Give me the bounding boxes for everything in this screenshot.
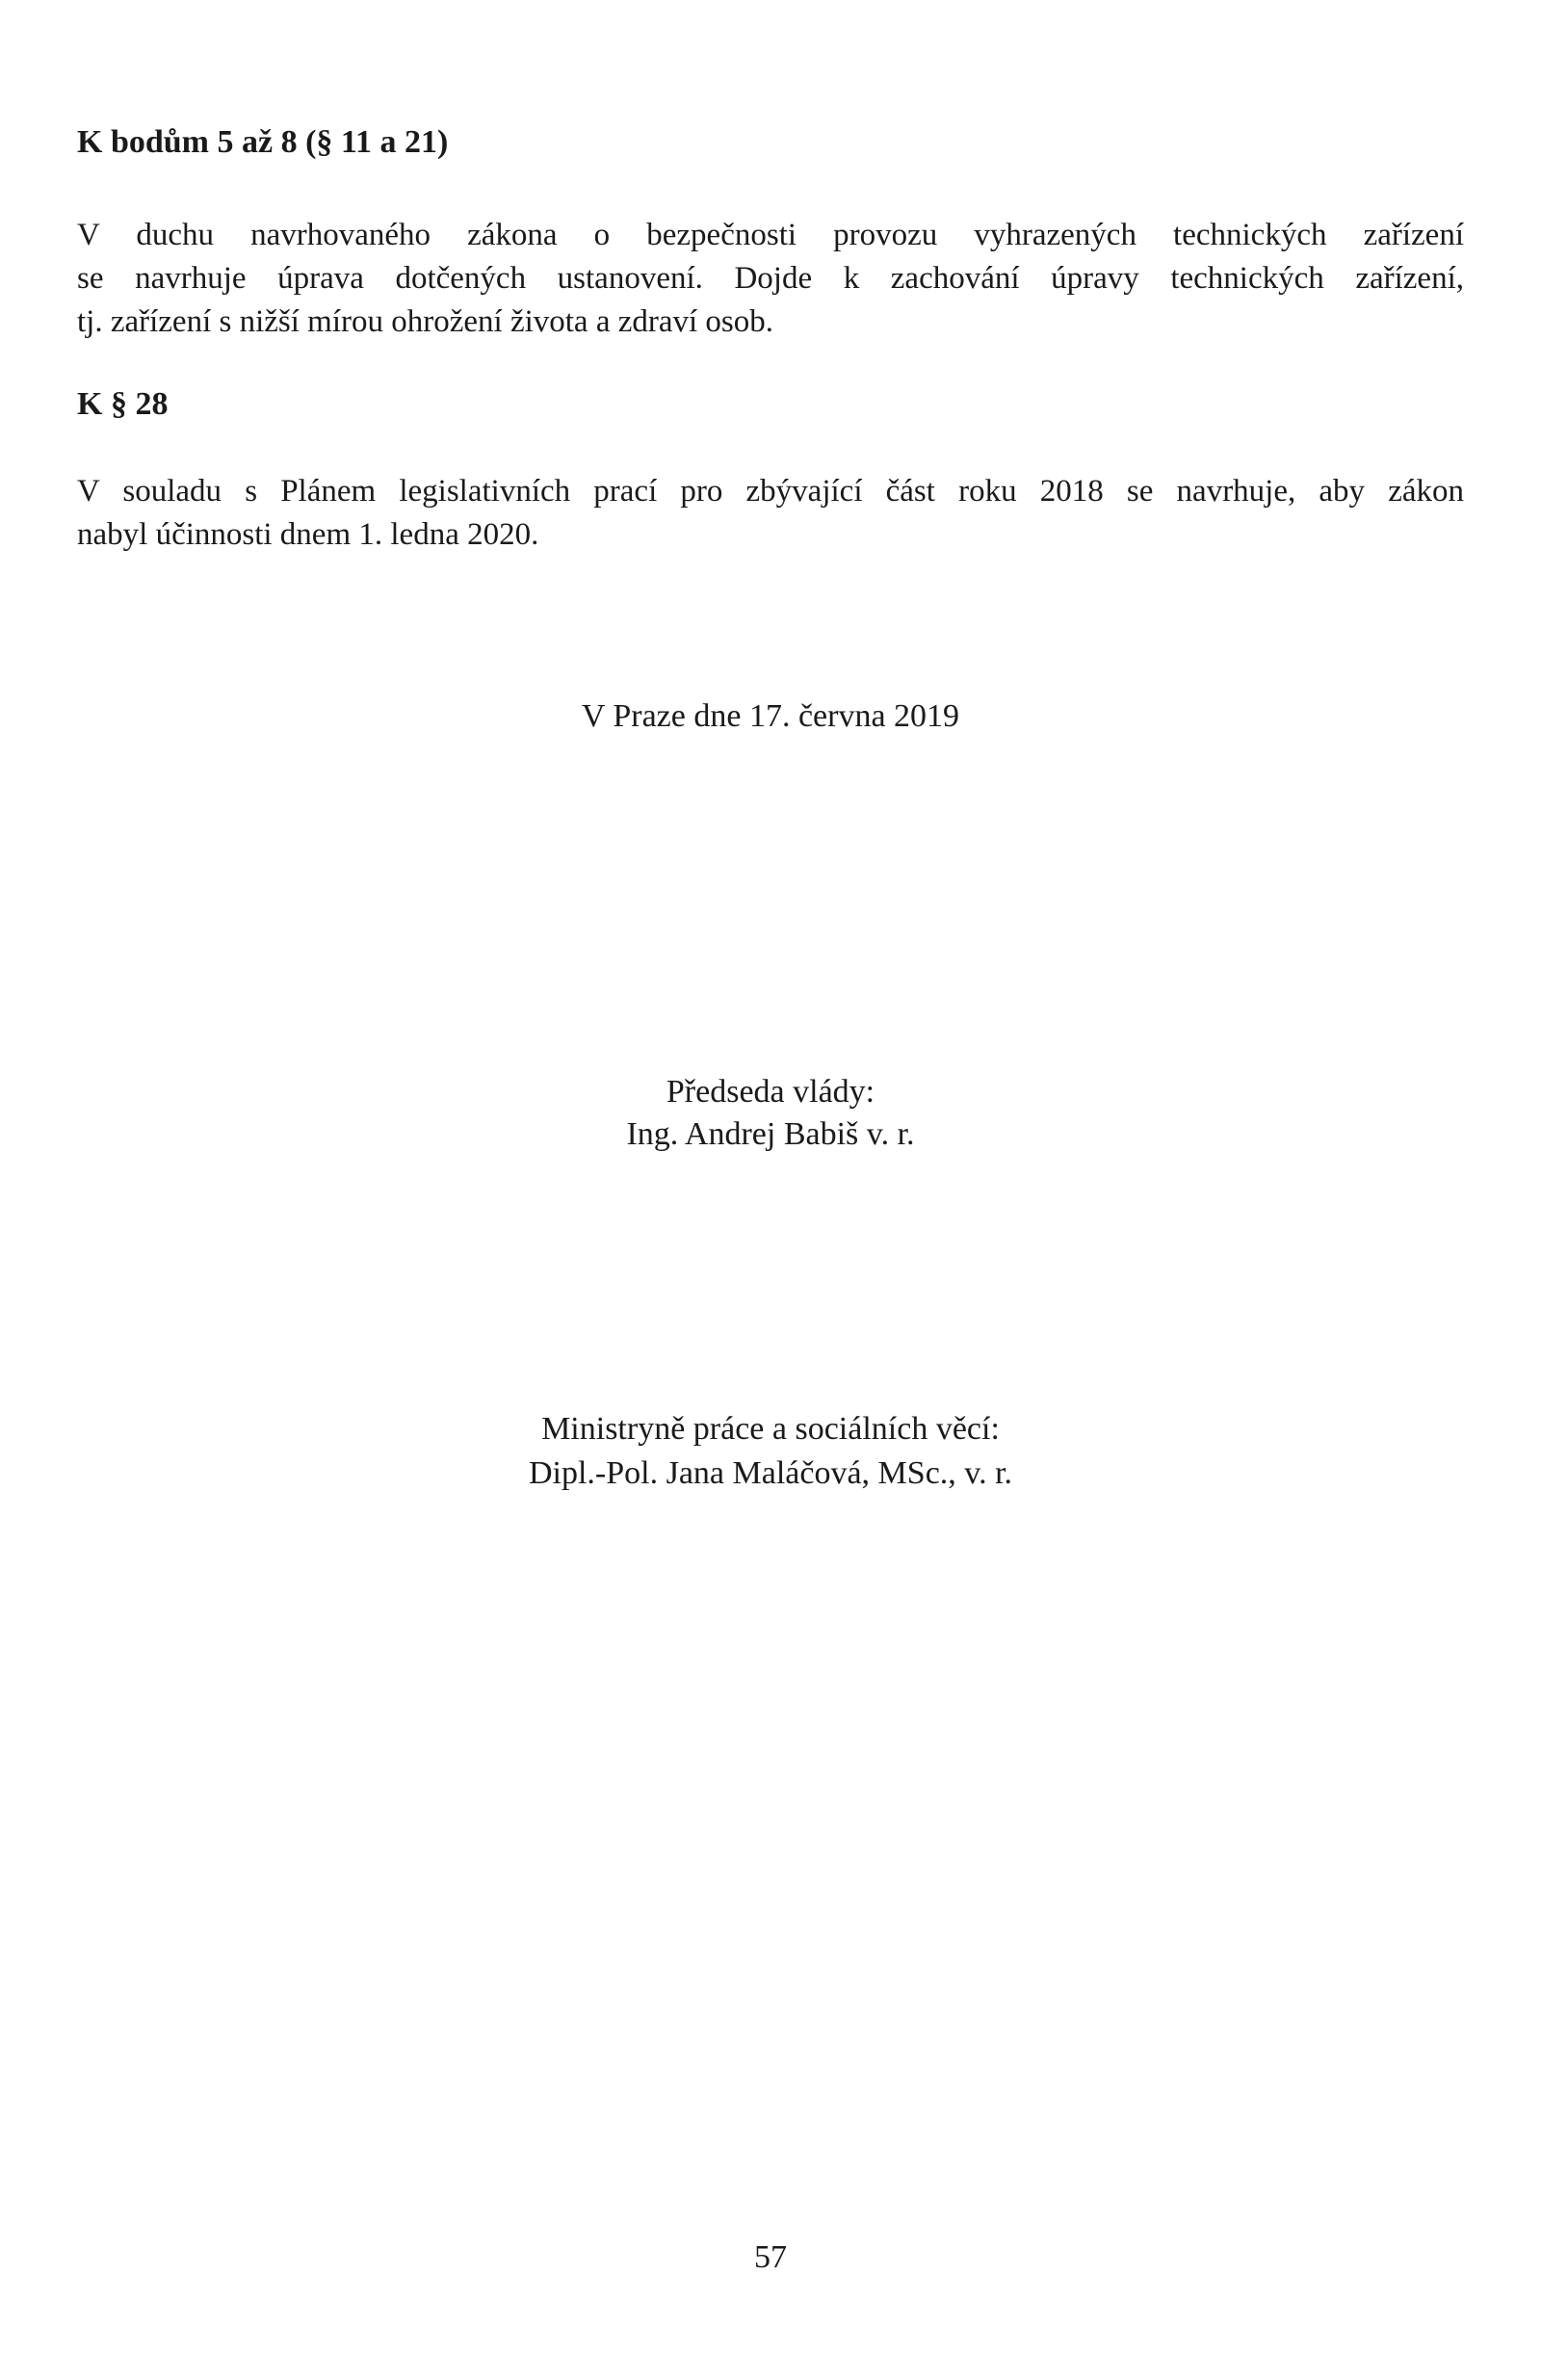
section-heading-par-28: K § 28: [77, 386, 169, 422]
place-and-date: V Praze dne 17. června 2019: [581, 698, 960, 734]
paragraph-line: se navrhuje úprava dotčených ustanovení. Dojde k zachování úpravy technických zařízení,: [77, 261, 1464, 296]
section-paragraph-par-28: [77, 470, 1464, 557]
section-paragraph-points-5-8: [77, 214, 1464, 344]
signatory-role: Ministryně práce a sociálních věcí:: [541, 1411, 1000, 1447]
signatory-name: Dipl.-Pol. Jana Maláčová, MSc., v. r.: [528, 1455, 1013, 1491]
section-heading-points-5-8: K bodům 5 až 8 (§ 11 a 21): [77, 124, 449, 160]
paragraph-line: V duchu navrhovaného zákona o bezpečnosti provozu vyhrazených technických zařízení: [77, 218, 1464, 252]
paragraph-line: tj. zařízení s nižší mírou ohrožení života a zdraví osob.: [77, 304, 774, 339]
paragraph-line: V souladu s Plánem legislativních prací pro zbývající část roku 2018 se navrhuje, aby zákon: [77, 474, 1464, 509]
paragraph-line: nabyl účinnosti dnem 1. ledna 2020.: [77, 517, 539, 552]
signatory-name: Ing. Andrej Babiš v. r.: [626, 1116, 915, 1152]
signatory-role: Předseda vlády:: [666, 1074, 875, 1110]
page-number: 57: [754, 2239, 787, 2275]
